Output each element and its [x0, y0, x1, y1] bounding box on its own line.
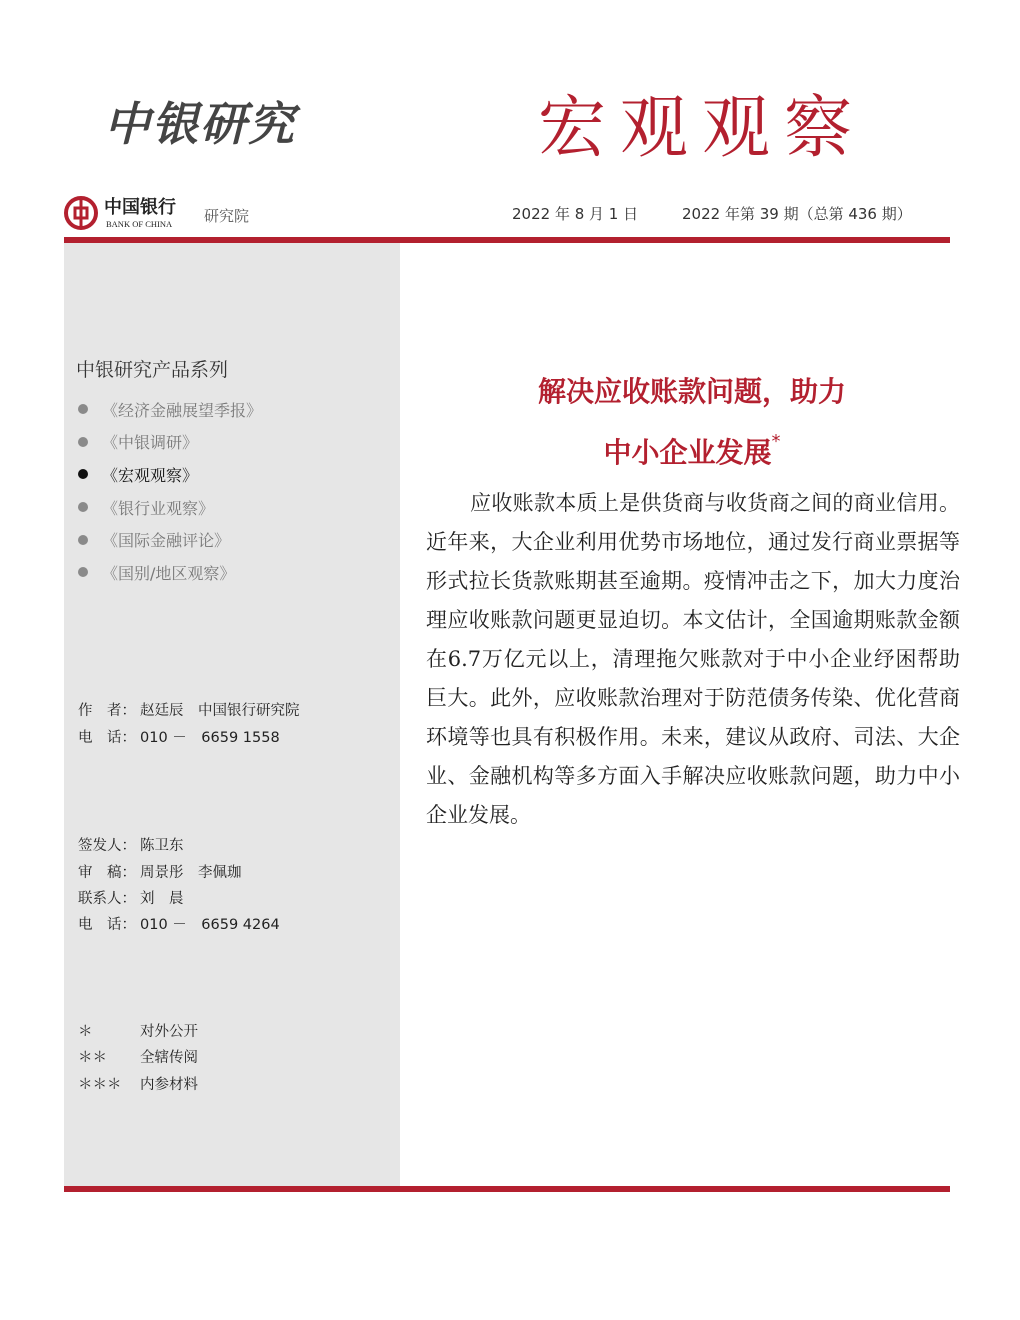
series-item: [76, 393, 262, 426]
classification-line: [78, 1073, 198, 1094]
classification-line: [78, 1046, 198, 1067]
article-title-line1: 解决应收账款问题，助力: [537, 375, 846, 408]
series-item-label: 《国际金融评论》: [102, 531, 231, 551]
author-phone-line: [78, 726, 280, 747]
series-item-label: 《银行业观察》: [102, 498, 215, 518]
series-item-label: 《国别/地区观察》: [102, 563, 236, 583]
reviewer-value: 周景彤 李佩珈: [140, 865, 242, 881]
bullet-icon: [78, 469, 88, 479]
classification-label: 对外公开: [140, 1024, 198, 1040]
signer-line: [78, 834, 184, 855]
classification-label: 内参材料: [140, 1077, 198, 1093]
article-title-text: 中小企业发展: [603, 436, 772, 469]
author-phone-label: 电 话：: [78, 730, 136, 746]
author-value: 赵廷辰 中国银行研究院: [140, 703, 300, 719]
series-title: 中银研究产品系列: [76, 359, 229, 381]
series-item: [76, 426, 262, 459]
publication-title: 宏观观察: [538, 89, 867, 168]
series-item-label: 《经济金融展望季报》: [102, 400, 263, 420]
article-title-line2: [412, 431, 972, 471]
series-item: [76, 556, 262, 589]
classification-mark: ＊＊: [78, 1050, 107, 1066]
classification-line: [78, 1020, 198, 1041]
brand-calligraphy-logo: 中银研究: [104, 97, 296, 151]
department: 研究院: [204, 207, 250, 225]
classification-mark: ＊: [78, 1024, 93, 1040]
contact-label: 联系人：: [78, 891, 136, 907]
author-label: 作 者：: [78, 703, 136, 719]
bullet-icon: [78, 404, 88, 414]
bank-of-china-logo-icon: [64, 196, 98, 230]
classification-mark: ＊＊＊: [78, 1077, 122, 1093]
series-item-active: [76, 458, 262, 491]
contact-phone-value: 010 － 6659 4264: [140, 917, 280, 933]
series-item: [76, 491, 262, 524]
signer-value: 陈卫东: [140, 838, 184, 854]
bank-name-cn: 中国银行: [104, 197, 176, 218]
bullet-icon: [78, 567, 88, 577]
classification-label: 全辖传阅: [140, 1050, 198, 1066]
series-item-label: 《宏观观察》: [102, 465, 199, 485]
reviewer-line: [78, 861, 242, 882]
reviewer-label: 审 稿：: [78, 865, 136, 881]
signer-label: 签发人：: [78, 838, 136, 854]
contact-value: 刘 晨: [140, 891, 184, 907]
footer-divider: [64, 1186, 950, 1192]
bullet-icon: [78, 535, 88, 545]
series-item: [76, 523, 262, 556]
contact-line: [78, 887, 184, 908]
series-item-label: 《中银调研》: [102, 433, 199, 453]
author-line: [78, 699, 300, 720]
footnote-marker[interactable]: *: [771, 431, 781, 452]
author-phone-value: 010 － 6659 1558: [140, 730, 280, 746]
issue-date: 2022 年 8 月 1 日: [512, 205, 639, 223]
bank-name-en: BANK OF CHINA: [106, 219, 173, 229]
article-abstract: 应收账款本质上是供货商与收货商之间的商业信用。近年来，大企业利用优势市场地位，通过发行商业票据等形式拉长货款账期甚至逾期。疫情冲击之下，加大力度治理应收账款问题更显迫切。本文估计，全国逾期账款金额在6.7万亿元以上，清理拖欠账款对于中小企业纾困帮助巨大。此外，应收账款治理对于防范债务传染、优化营商环境等也具有积极作用。未来，建议从政府、司法、大企业、金融机构等多方面入手解决应收账款问题，助力中小企业发展。: [426, 491, 960, 827]
bullet-icon: [78, 502, 88, 512]
series-list: [76, 393, 262, 589]
issue-number: 2022 年第 39 期（总第 436 期）: [682, 205, 912, 223]
contact-phone-line: [78, 913, 280, 934]
bullet-icon: [78, 437, 88, 447]
contact-phone-label: 电 话：: [78, 917, 136, 933]
